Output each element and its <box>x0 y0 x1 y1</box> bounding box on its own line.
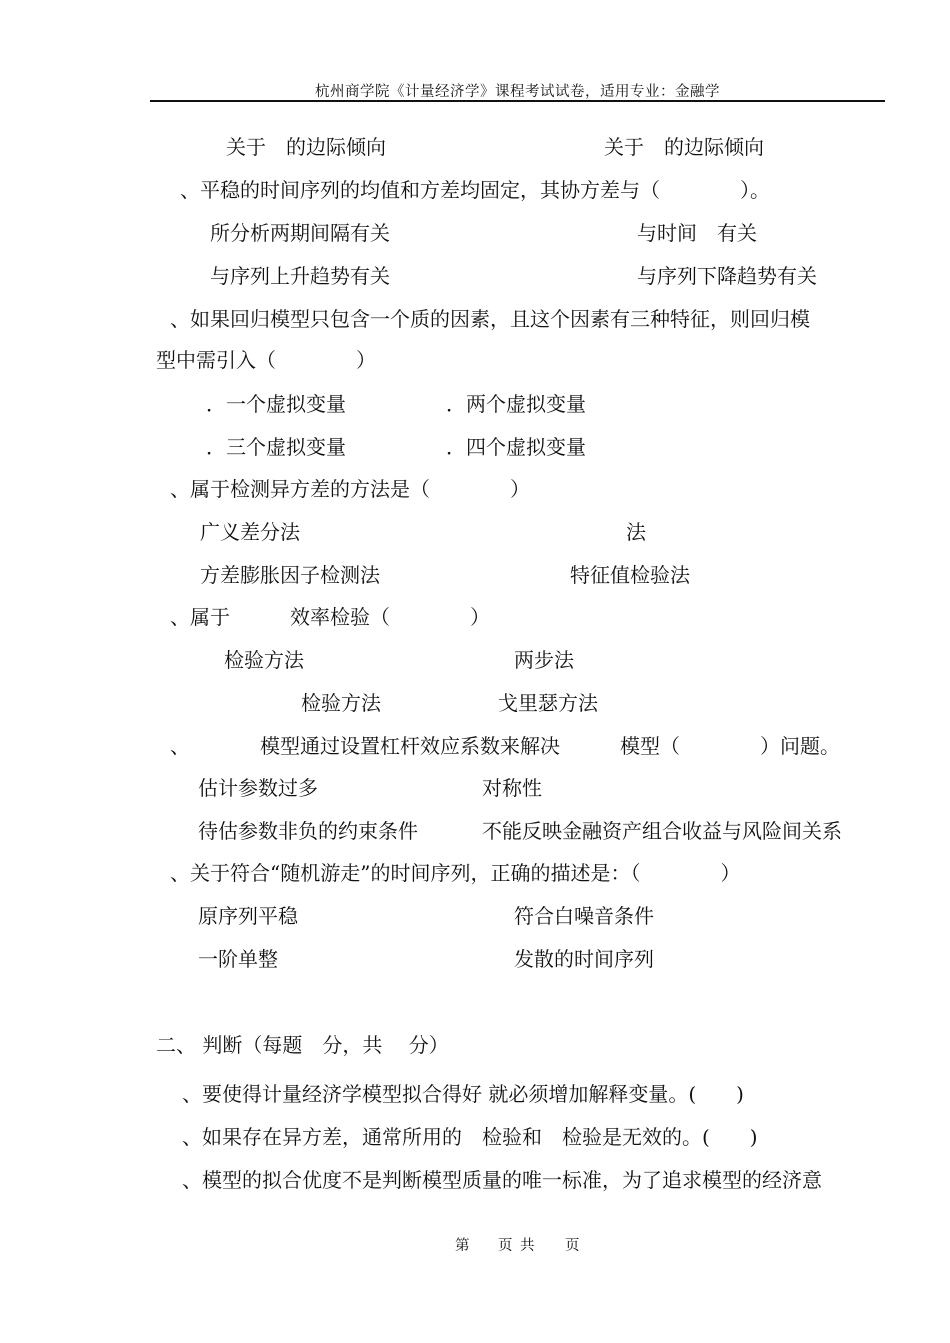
text-line: 、关于符合“随机游走”的时间序列，正确的描述是：（ ） <box>170 861 741 885</box>
text-line: 型中需引入（ ） <box>156 348 376 372</box>
text-line: 与序列下降趋势有关 <box>637 264 817 288</box>
text-line: ．一个虚拟变量 <box>206 392 346 416</box>
text-line: 发散的时间序列 <box>514 947 654 971</box>
text-line: 与序列上升趋势有关 <box>210 264 390 288</box>
text-line: 广义差分法 <box>200 520 300 544</box>
text-line: 、平稳的时间序列的均值和方差均固定，其协方差与（ ）。 <box>180 178 770 202</box>
text-line: ．两个虚拟变量 <box>446 392 586 416</box>
text-line: ．三个虚拟变量 <box>206 435 346 459</box>
text-line: 、 模型通过设置杠杆效应系数来解决 模型（ ）问题。 <box>170 734 840 758</box>
text-line: 所分析两期间隔有关 <box>210 221 390 245</box>
text-line: 与时间 有关 <box>637 221 757 245</box>
text-line: 、模型的拟合优度不是判断模型质量的唯一标准，为了追求模型的经济意 <box>182 1168 822 1192</box>
text-line: 符合白噪音条件 <box>514 904 654 928</box>
text-line: 特征值检验法 <box>570 563 690 587</box>
footer-page-unit: 页 <box>498 1238 513 1254</box>
text-line: 方差膨胀因子检测法 <box>200 563 380 587</box>
text-line: 、要使得计量经济学模型拟合得好 就必须增加解释变量。( ) <box>182 1082 744 1106</box>
text-line: 待估参数非负的约束条件 <box>198 819 418 843</box>
text-line: 、属于检测异方差的方法是（ ） <box>170 477 530 501</box>
text-line: 对称性 <box>482 776 542 800</box>
text-line: 检验方法 <box>301 691 381 715</box>
text-line: 关于 的边际倾向 <box>604 135 764 159</box>
text-line: 、属于 效率检验（ ） <box>170 605 490 629</box>
footer-total-label: 共 <box>520 1238 535 1254</box>
text-line: 检验方法 <box>224 648 304 672</box>
footer-total-unit: 页 <box>565 1238 580 1254</box>
header-divider <box>150 100 885 102</box>
text-line: 两步法 <box>514 648 574 672</box>
text-line: 一阶单整 <box>198 947 278 971</box>
text-line: 关于 的边际倾向 <box>226 135 386 159</box>
text-line: 原序列平稳 <box>198 904 298 928</box>
text-line: 估计参数过多 <box>198 776 318 800</box>
text-line: 、如果存在异方差，通常所用的 检验和 检验是无效的。( ) <box>182 1125 758 1149</box>
page-header-title: 杭州商学院《计量经济学》课程考试试卷，适用专业：金融学 <box>315 84 720 100</box>
footer-page-label: 第 <box>455 1238 470 1254</box>
text-line: 不能反映金融资产组合收益与风险间关系 <box>482 819 842 843</box>
text-line: 戈里瑟方法 <box>498 691 598 715</box>
text-line: 、如果回归模型只包含一个质的因素，且这个因素有三种特征，则回归模 <box>170 307 810 331</box>
text-line: ．四个虚拟变量 <box>446 435 586 459</box>
text-line: 二、 判断（每题 分，共 分） <box>156 1033 449 1057</box>
text-line: 法 <box>626 520 646 544</box>
